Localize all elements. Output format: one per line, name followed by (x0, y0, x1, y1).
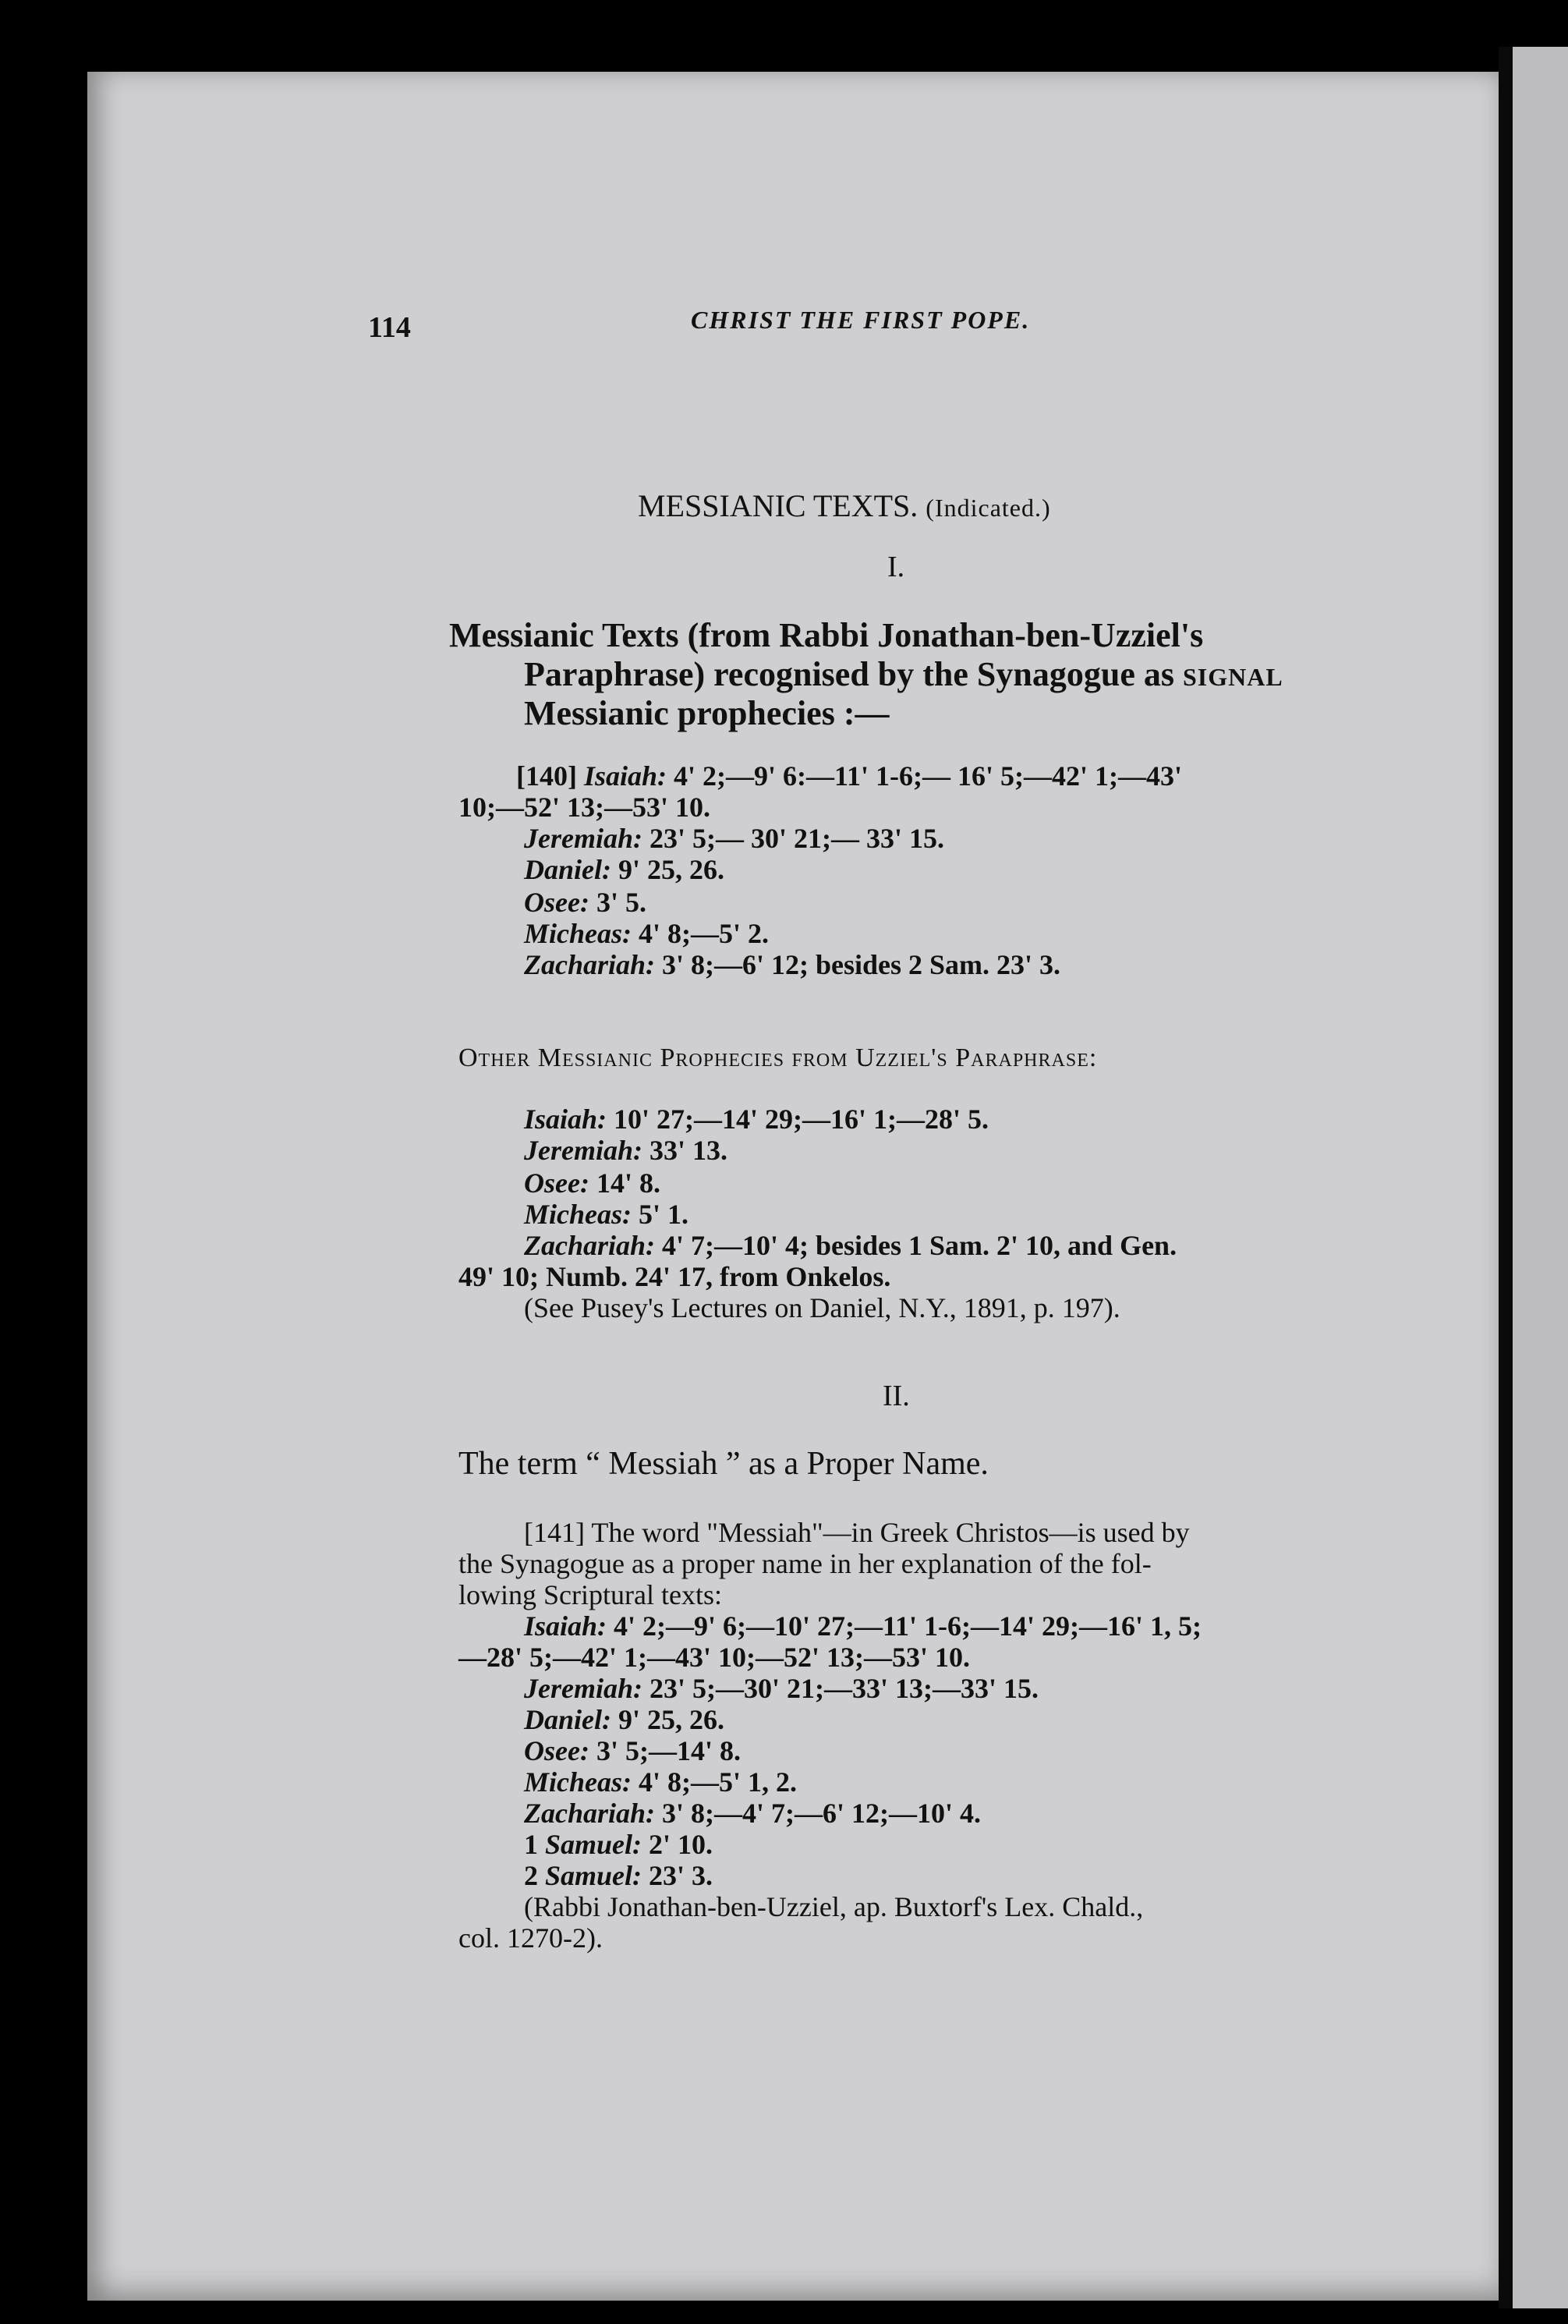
p2-jeremiah: Jeremiah: 23' 5;—30' 21;—33' 13;—33' 15. (524, 1673, 1039, 1704)
other-osee: Osee: 14' 8. (524, 1167, 660, 1199)
other-jeremiah: Jeremiah: 33' 13. (524, 1135, 727, 1166)
part1-heading-line-2: Paraphrase) recognised by the Synagogue as SIGNAL (524, 655, 1283, 693)
ref-jeremiah: Jeremiah: 23' 5;— 30' 21;— 33' 15. (524, 823, 944, 854)
p2-isaiah-line-2: —28' 5;—42' 1;—43' 10;—52' 13;—53' 10. (458, 1642, 970, 1673)
page-gutter (1499, 47, 1513, 2308)
p2-zachariah: Zachariah: 3' 8;—4' 7;—6' 12;—10' 4. (524, 1798, 981, 1829)
other-isaiah: Isaiah: 10' 27;—14' 29;—16' 1;—28' 5. (524, 1104, 989, 1135)
section-title (638, 487, 1051, 524)
p2-source-line-1: (Rabbi Jonathan-ben-Uzziel, ap. Buxtorf's Lex. Chald., (524, 1891, 1144, 1922)
p2-isaiah-line-1: Isaiah: 4' 2;—9' 6;—10' 27;—11' 1-6;—14' 29;—16' 1, 5; (524, 1610, 1202, 1642)
part-numeral-1: I. (887, 551, 905, 583)
other-micheas: Micheas: 5' 1. (524, 1199, 689, 1230)
ref-isaiah-line-2: 10;—52' 13;—53' 10. (458, 792, 710, 823)
part1-heading-line-1: Messianic Texts (from Rabbi Jonathan-ben-Uzziel's (449, 616, 1204, 654)
para-141-line-2: the Synagogue as a proper name in her explanation of the fol- (458, 1548, 1152, 1579)
part2-heading: The term “ Messiah ” as a Proper Name. (458, 1446, 989, 1482)
book-page (87, 72, 1499, 2301)
ref-micheas: Micheas: 4' 8;—5' 2. (524, 918, 769, 949)
section-title-note: (Indicated.) (926, 494, 1051, 522)
ref-osee: Osee: 3' 5. (524, 887, 646, 918)
part-numeral-2: II. (883, 1380, 910, 1412)
page-number: 114 (368, 311, 411, 344)
ref-zachariah: Zachariah: 3' 8;—6' 12; besides 2 Sam. 23' 3. (524, 949, 1061, 980)
signal-word: SIGNAL (1182, 663, 1283, 691)
p2-micheas: Micheas: 4' 8;—5' 1, 2. (524, 1766, 797, 1798)
other-zachariah-line-2: 49' 10; Numb. 24' 17, from Onkelos. (458, 1261, 891, 1292)
ref-isaiah-line-1: [140] Isaiah: 4' 2;—9' 6:—11' 1-6;— 16' 5;—42' 1;—43' (516, 760, 1182, 792)
part1-heading-line-3: Messianic prophecies :— (524, 694, 890, 732)
next-page-edge (1513, 47, 1568, 2308)
p2-samuel-2: 2 Samuel: 23' 3. (524, 1860, 713, 1891)
para-141-line-3: lowing Scriptural texts: (458, 1579, 722, 1610)
p2-source-line-2: col. 1270-2). (458, 1922, 603, 1954)
other-zachariah-line-1: Zachariah: 4' 7;—10' 4; besides 1 Sam. 2' 10, and Gen. (524, 1230, 1177, 1261)
p2-samuel-1: 1 Samuel: 2' 10. (524, 1829, 713, 1860)
running-head: CHRIST THE FIRST POPE. (691, 306, 1031, 334)
para-141-line-1: [141] The word "Messiah"—in Greek Christos—is used by (524, 1517, 1190, 1548)
ref-daniel: Daniel: 9' 25, 26. (524, 854, 725, 885)
other-prophecies-heading: Other Messianic Prophecies from Uzziel's Paraphrase: (458, 1043, 1098, 1072)
p2-daniel: Daniel: 9' 25, 26. (524, 1704, 725, 1735)
other-source: (See Pusey's Lectures on Daniel, N.Y., 1891, p. 197). (524, 1292, 1120, 1323)
p2-osee: Osee: 3' 5;—14' 8. (524, 1735, 741, 1766)
section-title-main: MESSIANIC TEXTS. (638, 488, 919, 523)
